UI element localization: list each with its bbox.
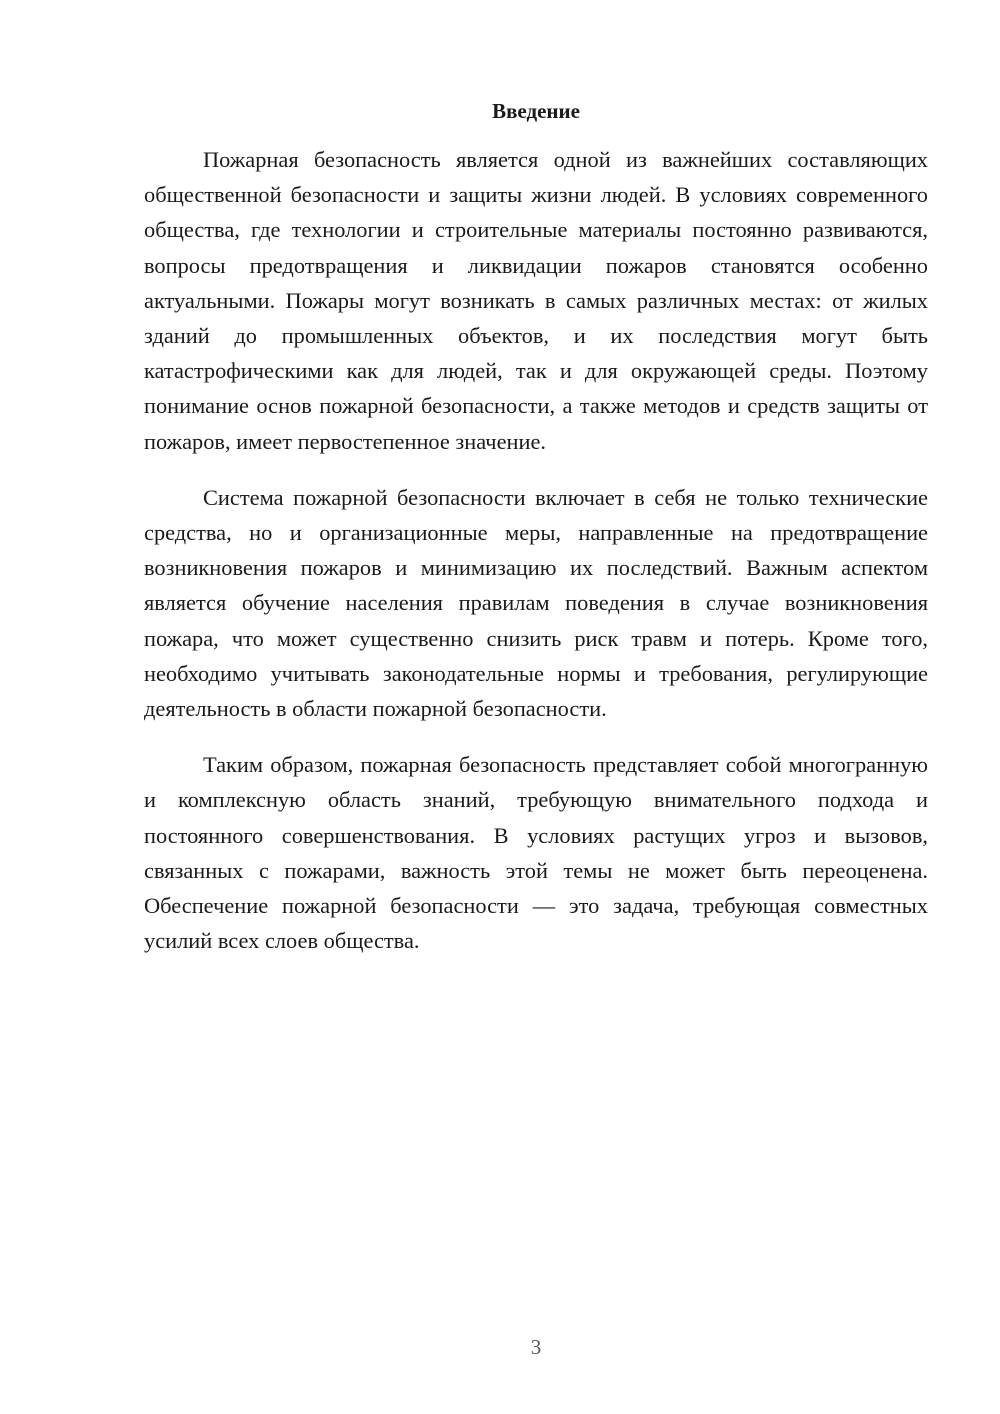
- paragraph-3: Таким образом, пожарная безопасность представляет собой многогранную и комплексную область знаний, требующую внимательного подхода и постоянного совершенствования. В условиях растущих угроз и вызовов, связанных с пожарами, важность этой темы не может быть переоценена. Обеспечение пожарной безопасности — это задача, требующая совместных усилий всех слоев общества.: [144, 752, 928, 954]
- paragraph-2: Система пожарной безопасности включает в себя не только технические средства, но и организационные меры, направленные на предотвращение возникновения пожаров и минимизацию их последствий. Важным аспектом является обучение населения правилам поведения в случае возникновения пожара, что может существенно снизить риск травм и потерь. Кроме того, необходимо учитывать законодательные нормы и требования, регулирующие деятельность в области пожарной безопасности.: [144, 484, 928, 722]
- paragraph-1: Пожарная безопасность является одной из важнейших составляющих общественной безопасности и защиты жизни людей. В условиях современного общества, где технологии и строительные материалы постоянно развиваются, вопросы предотвращения и ликвидации пожаров становятся особенно актуальными. Пожары могут возникать в самых различных местах: от жилых зданий до промышленных объектов, и их последствия могут быть катастрофическими как для людей, так и для окружающей среды. Поэтому понимание основ пожарной безопасности, а также методов и средств защиты от пожаров, имеет первостепенное значение.: [144, 147, 928, 454]
- page-number: 3: [530, 1335, 542, 1359]
- section-title: Введение: [492, 99, 580, 123]
- body-text: [144, 142, 928, 979]
